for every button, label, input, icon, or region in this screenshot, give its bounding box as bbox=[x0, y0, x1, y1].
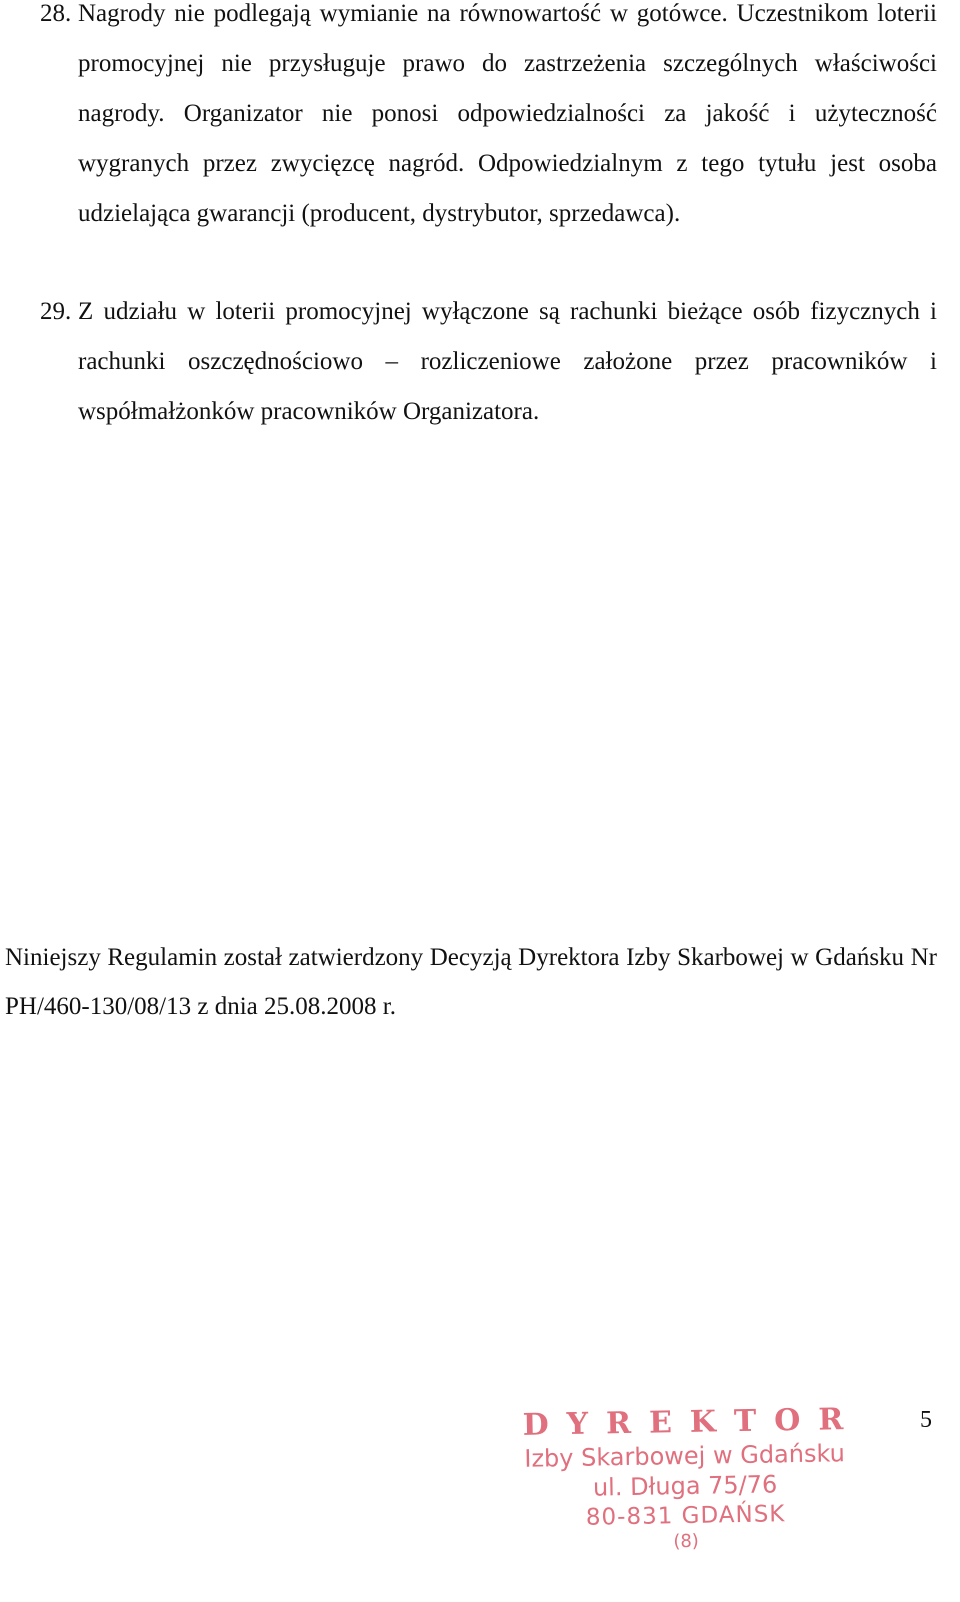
stamp-city: 80-831 GDAŃSK bbox=[585, 1501, 786, 1531]
rule-number: 29. bbox=[40, 298, 72, 325]
stamp-office: Izby Skarbowej w Gdańsku bbox=[524, 1439, 846, 1473]
stamp-street: ul. Długa 75/76 bbox=[592, 1470, 778, 1502]
rule-item-28 bbox=[40, 0, 937, 239]
rule-number: 28. bbox=[40, 0, 72, 27]
rule-text: Z udziału w loterii promocyjnej wyłączone są rachunki bieżące osób fizycznych i rachunki oszczędnościowo – rozliczeniowe założone przez pracowników i współmałżonków pracowników Organizatora. bbox=[78, 298, 937, 425]
page-number: 5 bbox=[920, 1407, 932, 1433]
stamp-number: (8) bbox=[673, 1530, 700, 1553]
approval-statement: Niniejszy Regulamin został zatwierdzony Decyzją Dyrektora Izby Skarbowej w Gdańsku Nr PH/460-130/08/13 z dnia 25.08.2008 r. bbox=[5, 944, 937, 1020]
rule-item-29 bbox=[40, 287, 937, 437]
rule-text: Nagrody nie podlegają wymianie na równowartość w gotówce. Uczestnikom loterii promocyjnej nie przysługuje prawo do zastrzeżenia szczególnych właściwości nagrody. Organizator nie ponosi odpowiedzialności za jakość i użyteczność wygranych przez zwycięzcę nagród. Odpowiedzialnym z tego tytułu jest osoba udzielająca gwarancji (producent, dystrybutor, sprzedawca). bbox=[78, 0, 937, 227]
stamp-title: DYREKTOR bbox=[522, 1401, 862, 1443]
director-stamp bbox=[504, 1402, 867, 1556]
